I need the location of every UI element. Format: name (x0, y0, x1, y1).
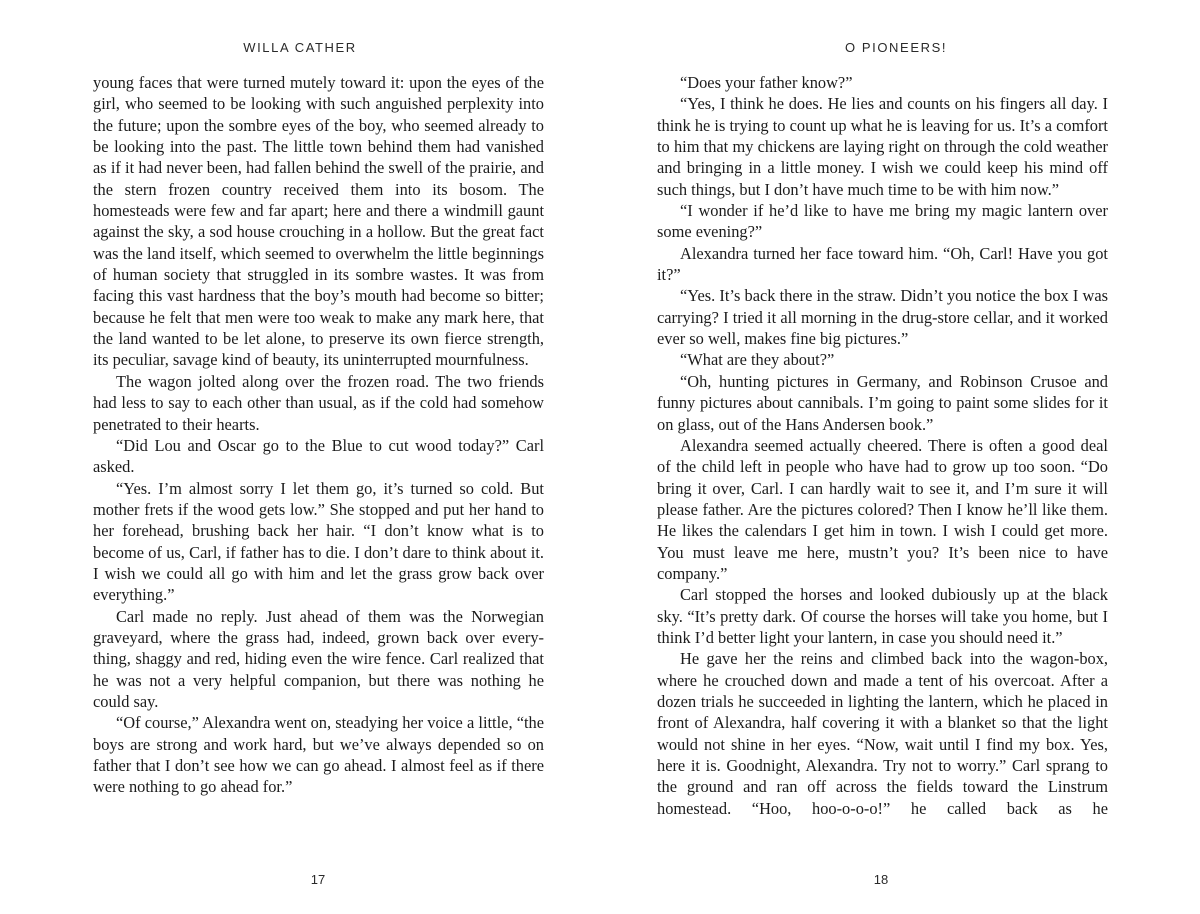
paragraph: “Of course,” Alexandra went on, steadying her voice a little, “the boys are strong and work hard, but we’ve always depended so on father that I don’t see how we can go ahead. I almost feel as if there were nothing to go ahead for.” (93, 713, 544, 797)
paragraph: Carl stopped the horses and looked dubiously up at the black sky. “It’s pretty dark. Of course the horses will take you home, but I think I’d better light your lantern, in case you should need it.” (657, 585, 1108, 647)
paragraph: “Did Lou and Oscar go to the Blue to cut wood today?” Carl asked. (93, 435, 544, 477)
running-head-author: WILLA CATHER (243, 40, 357, 55)
right-page (600, 0, 1200, 914)
paragraph: Alexandra seemed actually cheered. There is often a good deal of the child left in people who have had to grow up too soon. “Do bring it over, Carl. I can hardly wait to see it, and I’m sure it will please father. Are the pictures colored? Then I know he’ll like them. He likes the calendars I get him in town. I wish I could get more. You must leave me here, mustn’t you? It’s been nice to have company.” (657, 435, 1108, 583)
page-number: 17 (310, 872, 326, 887)
paragraph: “Yes, I think he does. He lies and counts on his fingers all day. I think he is trying to count up what he is leaving for us. It’s a comfort to him that my chickens are laying right on through the cold weather and bringing in a little money. I wish we could keep his mind off such things, but I don’t have much time to be with him now.” (657, 94, 1108, 199)
left-page-body (93, 72, 544, 798)
paragraph: “Yes. It’s back there in the straw. Didn’t you notice the box I was carrying? I tried it all morning in the drug-store cellar, and it worked ever so well, makes fine big pictures.” (657, 286, 1108, 349)
right-page-body (657, 72, 1108, 819)
paragraph: The wagon jolted along over the frozen road. The two friends had less to say to each other than usual, as if the cold had somehow penetrated to their hearts. (93, 371, 544, 434)
paragraph: “Yes. I’m almost sorry I let them go, it’s turned so cold. But mother frets if the wood gets low.” She stopped and put her hand to her forehead, brushing back her hair. “I don’t know what is to become of us, Carl, if father has to die. I don’t dare to think about it. I wish we could all go with him and let the grass grow back over everything.” (93, 478, 544, 605)
paragraph: He gave her the reins and climbed back into the wagon-box, where he crouched down and made a tent of his overcoat. After a dozen trials he succeeded in lighting the lantern, which he placed in front of Alexandra, half covering it with a blanket so that the light would not shine in her eyes. “Now, wait until I find my box. Yes, here it is. Goodnight, Alexandra. Try not to worry.” Carl sprang to the ground and ran off across the fields toward the Linstrum homestead. “Hoo, hoo-o-o-o!” he called back as he (657, 649, 1108, 818)
paragraph: Alexandra turned her face toward him. “Oh, Carl! Have you got it?” (657, 243, 1108, 285)
paragraph: “What are they about?” (680, 350, 835, 370)
paragraph: “Oh, hunting pictures in Germany, and Robinson Crusoe and funny pictures about cannibals. I’m going to paint some slides for it on glass, out of the Hans Andersen book.” (657, 371, 1108, 434)
running-head-title: O PIONEERS! (844, 40, 948, 55)
paragraph: “I wonder if he’d like to have me bring my magic lantern over some evening?” (657, 201, 1108, 242)
paragraph: young faces that were turned mutely toward it: upon the eyes of the girl, who seemed to be looking with such anguished perplexity into the future; upon the sombre eyes of the boy, who seemed already to be looking into the past. The little town behind them had vanished as if it had never been, had fallen behind the swell of the prairie, and the stern frozen country received them into its bosom. The homesteads were few and far apart; here and there a windmill gaunt against the sky, a sod house crouching in a hollow. But the great fact was the land itself, which seemed to overwhelm the little beginnings of human society that struggled in its sombre wastes. It was from facing this vast hardness that the boy’s mouth had become so bitter; because he felt that men were too weak to make any mark here, that the land wanted to be let alone, to preserve its own fierce strength, its peculiar, savage kind of beauty, its uninterrupted mournfulness. (93, 73, 544, 370)
page-number: 18 (873, 872, 889, 887)
paragraph: Carl made no reply. Just ahead of them was the Norwegian graveyard, where the grass had, indeed, grown back over everything, shaggy and red, hiding even the wire fence. Carl realized that he was not a very helpful companion, but there was nothing he could say. (93, 606, 544, 711)
paragraph: “Does your father know?” (680, 73, 853, 92)
